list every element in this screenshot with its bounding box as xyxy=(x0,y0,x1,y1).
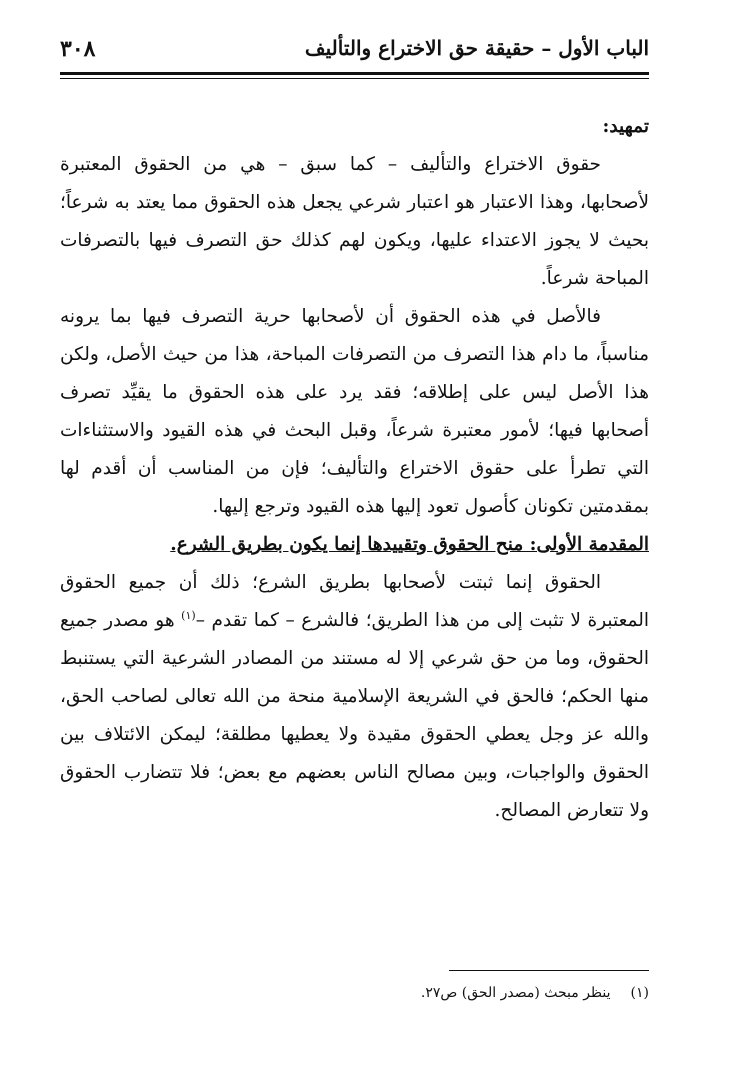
intro-heading: تمهيد: xyxy=(602,116,649,137)
paragraph-3-end: هو مصدر جميع الحقوق، وما من حق شرعي إلا له مستند من المصادر الشرعية التي يستنبط منها الحكم؛ فالحق في الشريعة الإسلامية منحة من الله تعالى لصاحب الحق، والله عز وجل يعطي الحقوق مقيدة ولا يعطيها مطلقة؛ ليمكن الائتلاف بين الحقوق والواجبات، وبين مصالح الناس بعضهم مع بعض؛ فلا تتضارب الحقوق ولا تتعارض المصالح. xyxy=(60,610,649,821)
paragraph-3 xyxy=(60,564,649,830)
chapter-title: الباب الأول – حقيقة حق الاختراع والتأليف xyxy=(304,36,649,60)
paragraph-1: حقوق الاختراع والتأليف – كما سبق – هي من الحقوق المعتبرة لأصحابها، وهذا الاعتبار هو اعتبار شرعي يجعل هذه الحقوق مما يعتد به شرعاً؛ بحيث لا يجوز الاعتداء عليها، ويكون لهم كذلك حق التصرف فيها بالتصرفات المباحة شرعاً. xyxy=(60,154,649,289)
header-rule-thick xyxy=(60,72,649,75)
paragraph-3-start: الحقوق إنما ثبتت لأصحابها بطريق الشرع؛ ذلك أن جميع الحقوق المعتبرة لا تثبت إلى من هذا الطريق؛ فالشرع – كما تقدم – xyxy=(60,572,649,631)
footnote xyxy=(60,982,649,1004)
footnote-marker: (١) xyxy=(630,985,649,1001)
running-header xyxy=(60,30,649,70)
page-body xyxy=(60,108,649,830)
header-rule-thin xyxy=(60,78,649,79)
footnote-reference[interactable]: (١) xyxy=(181,608,196,622)
section-heading: المقدمة الأولى: منح الحقوق وتقييدها إنما يكون بطريق الشرع. xyxy=(170,534,649,555)
footnote-separator xyxy=(449,970,649,971)
paragraph-2: فالأصل في هذه الحقوق أن لأصحابها حرية التصرف فيها بما يرونه مناسباً، ما دام هذا التصرف من التصرفات المباحة، هذا من حيث الأصل، ولكن هذا الأصل ليس على إطلاقه؛ فقد يرد على هذه الحقوق ما يقيِّد تصرف أصحابها فيها؛ لأمور معتبرة شرعاً، وقبل البحث في هذه القيود والاستثناءات التي تطرأ على حقوق الاختراع والتأليف؛ فإن من المناسب أن أقدم لها بمقدمتين تكونان كأصول تعود إليها هذه القيود وترجع إليها. xyxy=(60,306,649,517)
footnote-text: ينظر مبحث (مصدر الحق) ص٢٧. xyxy=(420,985,611,1001)
page-number: ٣٠٨ xyxy=(60,36,96,62)
